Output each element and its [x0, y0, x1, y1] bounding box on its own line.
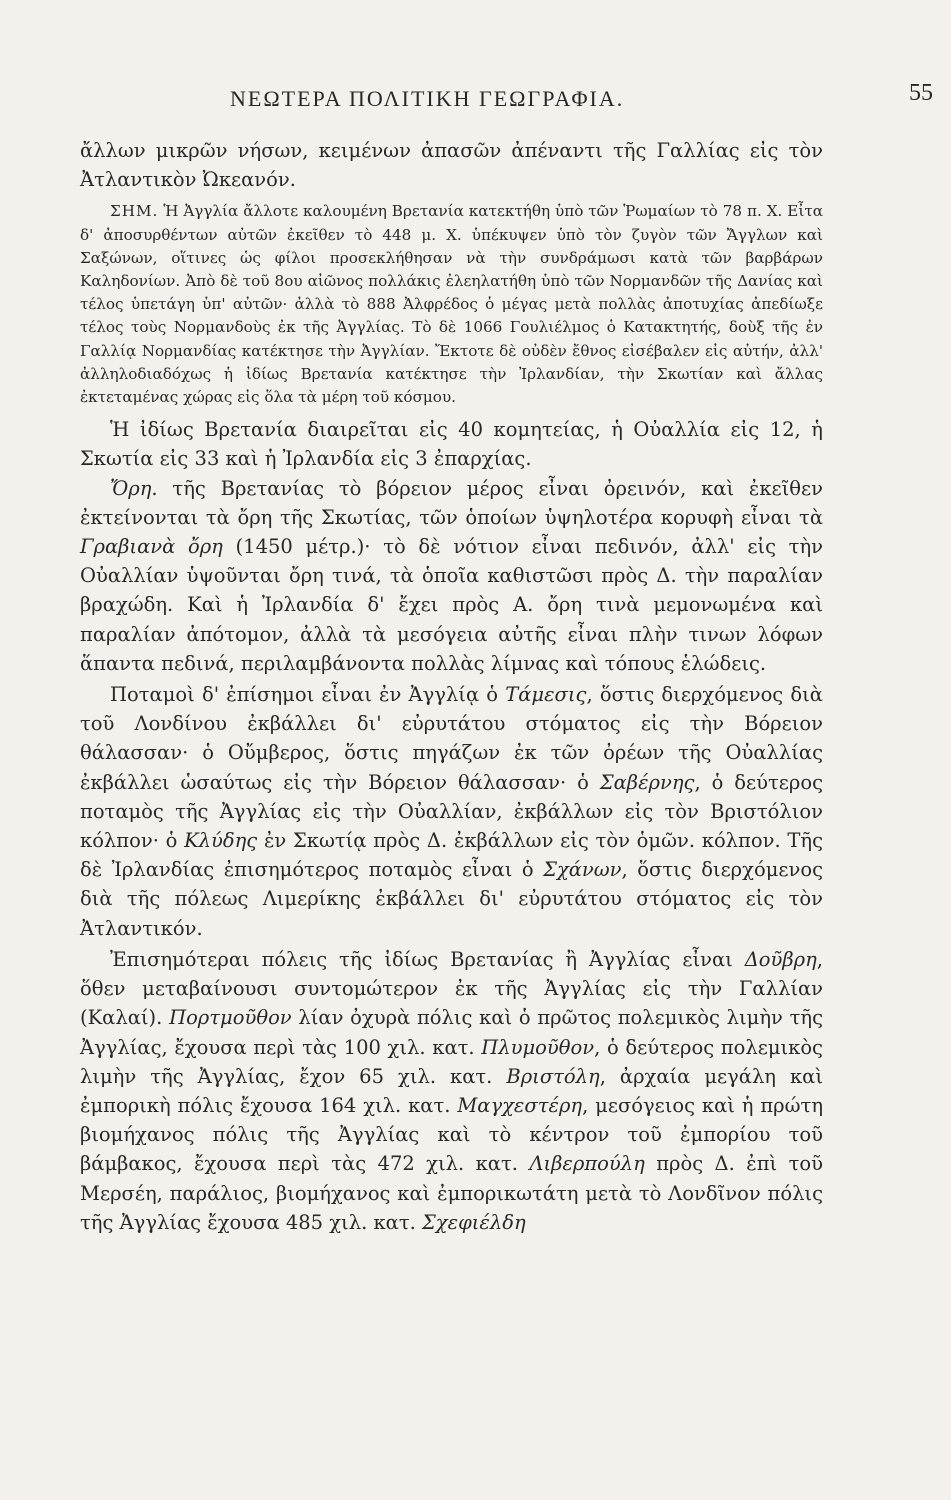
- rivers-text-4: ἐν Σκωτίᾳ πρὸς Δ. ἐκβάλλων εἰς τὸν ὁμῶν. κόλπον. Τῆς δὲ Ἰρλανδίας ἐπισημότερος ποταμὸς εἶναι ὁ: [80, 829, 823, 882]
- note-label: ΣΗΜ.: [110, 202, 159, 221]
- page-header: [80, 80, 933, 120]
- paragraph-cities: [80, 945, 823, 1237]
- page-number: 55: [909, 80, 933, 106]
- paragraph-rivers: [80, 680, 823, 943]
- cities-text-2: , ὅθεν μεταβαίνουσι συντομώτερον ἐκ τῆς Ἀγγλίας εἰς τὴν Γαλλίαν (Καλαί).: [80, 947, 823, 1030]
- note-text: Ἡ Ἀγγλία ἄλλοτε καλουμένη Βρετανία κατεκτήθη ὑπὸ τῶν Ῥωμαίων τὸ 78 π. Χ. Εἶτα δ' ἀποσυρθέντων αὐτῶν ἐκεῖθεν τὸ 448 μ. Χ. ὑπέκυψεν ὑπὸ τὸν ζυγὸν τῶν Ἄγγλων καὶ Σαξώνων, οἵτινες ὡς φίλοι προσεκλήθησαν νὰ τὴν συνδράμωσι κατὰ τῶν βαρβάρων Καληδονίων. Ἀπὸ δὲ τοῦ 8ου αἰῶνος πολλάκις ἐλεηλατήθη ὑπὸ τῶν Νορμανδῶν τῆς Δανίας καὶ τέλος ὑπετάγη ὑπ' αὐτῶν· ἀλλὰ τὸ 888 Ἀλφρέδος ὁ μέγας μετὰ πολλὰς ἀποτυχίας ἀπεδίωξε τέλος τοὺς Νορμανδοὺς ἐκ τῆς Ἀγγλίας. Τὸ δὲ 1066 Γουλιέλμος ὁ Κατακτητής, δοὺξ τῆς ἐν Γαλλίᾳ Νορμανδίας κατέκτησε τὴν Ἀγγλίαν. Ἔκτοτε δὲ οὐδὲν ἔθνος εἰσέβαλεν εἰς αὐτήν, ἀλλ' ἀλληλοδιαδόχως ἡ ἰδίως Βρετανία κατέκτησε τὴν Ἰρλανδίαν, τὴν Σκωτίαν καὶ ἄλλας ἐκτεταμένας χώρας εἰς ὅλα τὰ μέρη τοῦ κόσμου.: [80, 202, 823, 407]
- running-title: ΝΕΩΤΕΡΑ ΠΟΛΙΤΙΚΗ ΓΕΩΓΡΑΦΙΑ.: [230, 86, 625, 111]
- sheffield-term: Σχεφιέλδη: [422, 1210, 526, 1234]
- cities-text-7: πρὸς Δ. ἐπὶ τοῦ Μερσέη, παράλιος, βιομήχανος καὶ ἐμπορικωτάτη μετὰ τὸ Λονδῖνον πόλις τῆς Ἀγγλίας ἔχουσα 485 χιλ. κατ.: [80, 1152, 823, 1234]
- cities-text-3: λίαν ὀχυρὰ πόλις καὶ ὁ πρῶτος πολεμικὸς λιμὴν τῆς Ἀγγλίας, ἔχουσα περὶ τὰς 100 χιλ. κατ.: [80, 1006, 823, 1059]
- rivers-text-3: , ὁ δεύτερος ποταμὸς τῆς Ἀγγλίας εἰς τὴν Οὐαλλίαν, ἐκβάλλων εἰς τὸν Βριστόλιον κόλπον· ὁ: [80, 770, 823, 853]
- cities-text-4: , ὁ δεύτερος πολεμικὸς λιμὴν τῆς Ἀγγλίας, ἔχον 65 χιλ. κατ.: [80, 1035, 823, 1088]
- section-heading-mountains: Ὄρη.: [110, 476, 158, 500]
- mountains-text-2: (1450 μέτρ.)· τὸ δὲ νότιον εἶναι πεδινόν, ἀλλ' εἰς τὴν Οὐαλλίαν ὑψοῦνται ὄρη τινά, τὰ ὁποῖα καθιστῶσι πρὸς Δ. τὴν παραλίαν βραχώδη. Καὶ ἡ Ἰρλανδία δ' ἔχει πρὸς Α. ὄρη τινὰ μεμονωμένα καὶ παραλίαν ἀπότομον, ἀλλὰ τὰ μεσόγεια αὐτῆς εἶναι πλὴν τινων λόφων ἅπαντα πεδινά, περιλαμβάνοντα πολλὰς λίμνας καὶ τόπους ἑλώδεις.: [80, 535, 824, 675]
- rivers-text-1: Ποταμοὶ δ' ἐπίσημοι εἶναι ἐν Ἀγγλίᾳ ὁ: [110, 683, 506, 707]
- page-body: [80, 136, 823, 1237]
- shannon-term: Σχάνων: [543, 858, 622, 882]
- clyde-term: Κλύδης: [184, 829, 258, 853]
- rivers-text-5: , ὅστις διερχόμενος διὰ τῆς πόλεως Λιμερίκης ἐκβάλλει δι' εὐρυτάτου στόματος εἰς τὸν Ἀτλαντικόν.: [80, 858, 823, 940]
- grampian-mountains-term: Γραβιανὰ ὄρη: [80, 535, 223, 559]
- severn-term: Σαβέρνης: [599, 770, 695, 794]
- bristol-term: Βριστόλη: [506, 1064, 600, 1088]
- rivers-text-2: , ὅστις διερχόμενος διὰ τοῦ Λονδίνου ἐκβάλλει δι' εὐρυτάτου στόματος εἰς τὴν Βόρειον θάλασσαν· ὁ Οὔμβερος, ὅστις πηγάζων ἐκ τῶν ὀρέων τῆς Οὐαλλίας ἐκβάλλει ὡσαύτως εἰς τὴν Βόρειον θάλασσαν· ὁ: [80, 683, 823, 794]
- cities-text-5: , ἀρχαία μεγάλη καὶ ἐμπορικὴ πόλις ἔχουσα 164 χιλ. κατ.: [80, 1064, 823, 1117]
- dover-term: Δοῦβρη: [744, 947, 817, 971]
- paragraph-mountains: [80, 474, 823, 678]
- plymouth-term: Πλυμοῦθον: [481, 1035, 595, 1059]
- manchester-term: Μαγχεστέρη: [457, 1093, 583, 1117]
- liverpool-term: Λιβερπούλη: [529, 1152, 645, 1176]
- cities-text-1: Ἐπισημότεραι πόλεις τῆς ἰδίως Βρετανίας ἢ Ἀγγλίας εἶναι: [110, 947, 745, 971]
- note-paragraph: [80, 200, 823, 409]
- thames-term: Τάμεσις: [505, 683, 587, 707]
- mountains-text-1: τῆς Βρετανίας τὸ βόρειον μέρος εἶναι ὀρεινόν, καὶ ἐκεῖθεν ἐκτείνονται τὰ ὄρη τῆς Σκωτίας, τῶν ὁποίων ὑψηλοτέρα κορυφὴ εἶναι τὰ: [80, 476, 823, 529]
- cities-text-6: , μεσόγειος καὶ ἡ πρώτη βιομήχανος πόλις τῆς Ἀγγλίας καὶ τὸ κέντρον τοῦ ἐμπορίου τοῦ βάμβακος, ἔχουσα περὶ τὰς 472 χιλ. κατ.: [80, 1093, 823, 1176]
- portsmouth-term: Πορτμοῦθον: [169, 1006, 292, 1030]
- paragraph-divisions: Ἡ ἰδίως Βρετανία διαιρεῖται εἰς 40 κομητείας, ἡ Οὐαλλία εἰς 12, ἡ Σκωτία εἰς 33 καὶ ἡ Ἰρλανδία εἰς 3 ἐπαρχίας.: [80, 418, 823, 471]
- paragraph-continuation: ἄλλων μικρῶν νήσων, κειμένων ἀπασῶν ἀπέναντι τῆς Γαλλίας εἰς τὸν Ἀτλαντικὸν Ὠκεανόν.: [80, 139, 823, 192]
